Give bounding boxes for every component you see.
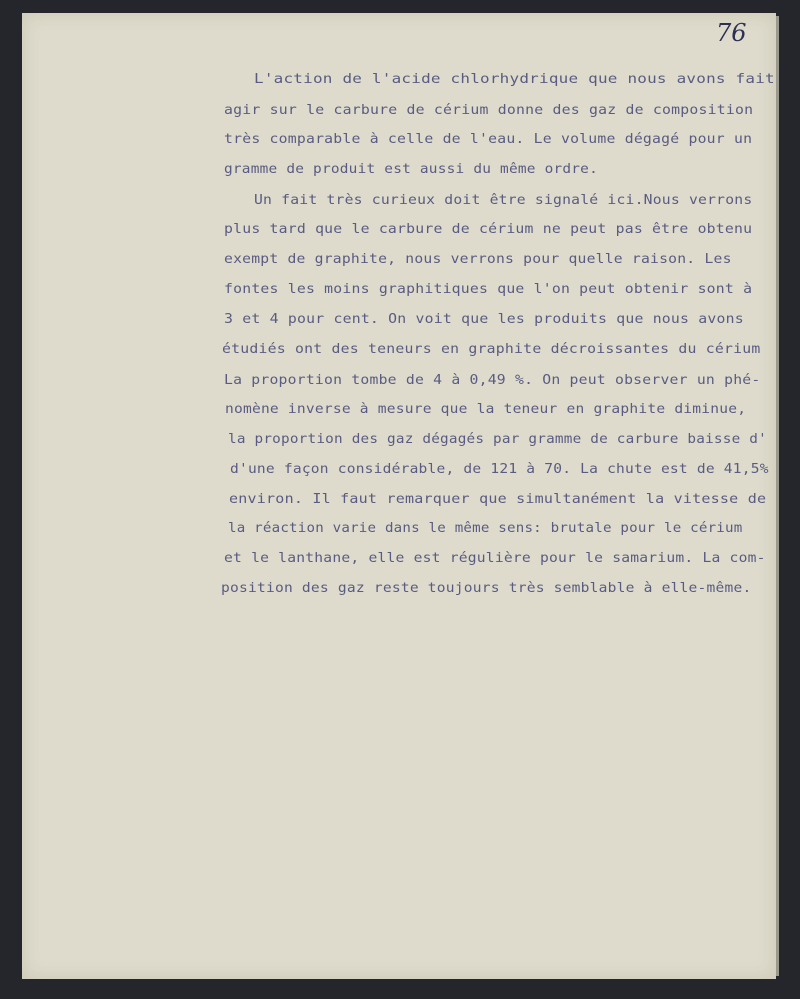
text-line: nomène inverse à mesure que la teneur en graphite diminue, [225, 402, 747, 417]
text-line: la proportion des gaz dégagés par gramme de carbure baisse d' [228, 432, 767, 447]
text-line: position des gaz reste toujours très semblable à elle-même. [221, 581, 752, 596]
text-line: et le lanthane, elle est régulière pour le samarium. La com- [224, 551, 766, 566]
text-line: environ. Il faut remarquer que simultanément la vitesse de [229, 492, 767, 507]
page-edge [776, 16, 779, 976]
text-line: gramme de produit est aussi du même ordre. [224, 162, 598, 177]
text-line: La proportion tombe de 4 à 0,49 %. On peut observer un phé- [224, 373, 761, 388]
text-line: très comparable à celle de l'eau. Le volume dégagé pour un [224, 132, 753, 147]
text-line: L'action de l'acide chlorhydrique que nous avons fait [254, 72, 775, 87]
text-line: agir sur le carbure de cérium donne des gaz de composition [224, 103, 754, 118]
text-line: étudiés ont des teneurs en graphite décroissantes du cérium [222, 342, 761, 357]
text-line: la réaction varie dans le même sens: brutale pour le cérium [228, 521, 743, 536]
text-line: 3 et 4 pour cent. On voit que les produits que nous avons [224, 312, 744, 327]
text-line: plus tard que le carbure de cérium ne peut pas être obtenu [224, 222, 753, 237]
page-number: 76 [716, 19, 747, 47]
text-line: exempt de graphite, nous verrons pour quelle raison. Les [224, 252, 732, 267]
text-line: fontes les moins graphitiques que l'on peut obtenir sont à [224, 282, 753, 297]
text-line: Un fait très curieux doit être signalé ici.Nous verrons [254, 193, 753, 208]
text-line: d'une façon considérable, de 121 à 70. La chute est de 41,5% [230, 462, 769, 477]
